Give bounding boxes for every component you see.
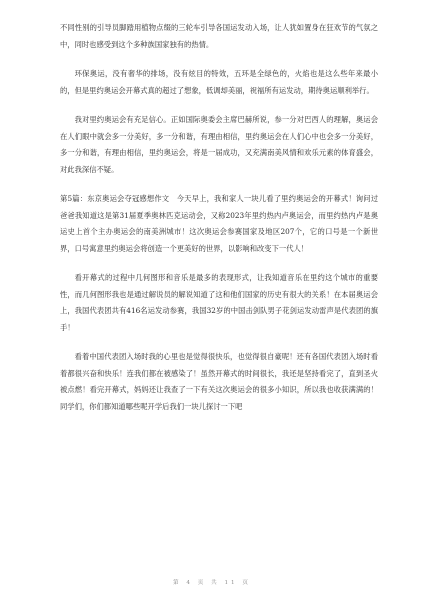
paragraph-1: 不同性别的引导员脚踏用植物点缀的三轮车引导各国运发动入场，让人犹如置身在狂欢节的气氛之中，同时也感受到这个多种族国家独有的热情。 bbox=[60, 23, 378, 49]
paragraph-3: 我对里约奥运会有充足信心。正如国际奥委会主席巴赫所说，参一分对巴西人的理解，奥运会在人们眼中就会多一分美好，多一分和谐，有理由相信，里约奥运会在人们心中也会多一分美好，多一分和谐，有理由相信，里约奥运会，将是一届成功，又充满南美风情和欢乐元素的体育盛会，对此我深信不疑。 bbox=[60, 115, 378, 174]
paragraph-4: 第5篇：东京奥运会夺冠感想作文 今天早上，我和家人一块儿看了里约奥运会的开幕式！询问过爸爸我知道这是第31届夏季奥林匹克运动会，又称2023年里约热内卢奥运会，而里约热内卢是奥运史上首个主办奥运会的南美洲城市！这次奥运会参赛国家及地区207个，它的口号是一个新世界，口号寓意里约奥运会将创造一个更美好的世界，以影响和改变下一代人！ bbox=[60, 194, 378, 253]
document-page bbox=[60, 20, 378, 428]
paragraph-2: 环保奥运，没有奢华的排场，没有炫目的特效，五环是全绿色的，火焰也是这么些年来最小的，但是里约奥运会开幕式真的超过了想象，低调却美丽，祝福所有运发动，期待奥运顺利举行。 bbox=[60, 69, 378, 95]
page-number-footer: 第 4 页 共 11 页 bbox=[173, 580, 251, 586]
paragraph-5: 看开幕式的过程中几何图形和音乐是最多的表现形式，让我知道音乐在里约这个城市的重要性，而几何图形我也是通过解说员的解说知道了这和他们国家的历史有很大的关系！在本届奥运会上，我国代表团共有416名运发动参赛，我国32岁的中国击剑队男子花剑运发动雷声是代表团的旗手！ bbox=[60, 273, 378, 332]
paragraph-6: 看着中国代表团入场时我的心里也是觉得很快乐，也觉得很自豪呢！还有各国代表团入场时看着都很兴奋和快乐！连我们都在被感染了！虽然开幕式的时间很长，我还是坚持看完了，直到圣火被点燃！看完开幕式，妈妈还让我查了一下有关这次奥运会的很多小知识，所以我也收获满满的！同学们，你们都知道哪些呢开学后我们一块儿探讨一下吧 bbox=[60, 352, 378, 411]
